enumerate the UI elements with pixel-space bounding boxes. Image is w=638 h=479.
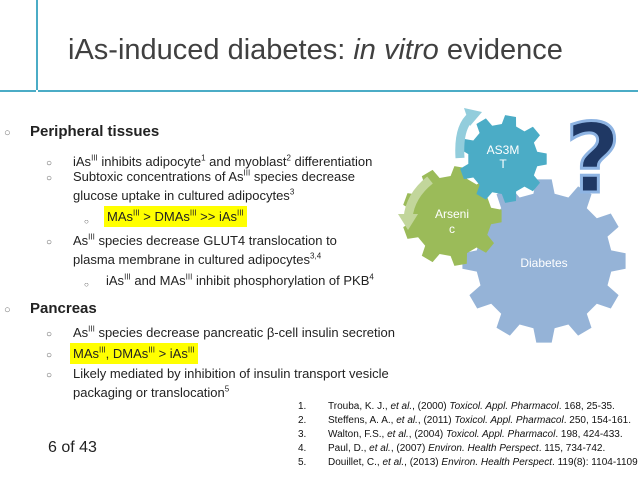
title-bar xyxy=(36,0,638,90)
bullet-icon: ○ xyxy=(46,158,53,169)
bullet-icon: ○ xyxy=(46,173,53,184)
page-number: 6 of 43 xyxy=(48,439,97,456)
title-rule-left xyxy=(0,90,36,92)
bullet-icon: ○ xyxy=(46,370,53,381)
title-accent-line xyxy=(36,0,38,90)
arsenic-label-2: c xyxy=(449,222,455,236)
bullet-icon: ○ xyxy=(46,329,53,340)
arsenic-label-1: Arseni xyxy=(434,207,470,221)
slide-title: iAs-induced diabetes: in vitro evidence xyxy=(68,34,563,66)
bullet-icon: ○ xyxy=(4,127,11,139)
highlighted-text: MAs$^{III}$ > DMAs$^{III}$ >> iAs$^{III}$ xyxy=(104,206,247,227)
bullet-icon: ○ xyxy=(46,237,53,248)
peripheral-heading: Peripheral tissues xyxy=(30,123,160,140)
as3mt-label-1: AS3M xyxy=(486,143,520,157)
bullet-icon: ○ xyxy=(84,280,89,289)
pancreas-heading: Pancreas xyxy=(30,300,97,317)
question-mark-icon: ? xyxy=(565,103,621,215)
bullet-icon: ○ xyxy=(46,350,53,361)
title-rule-right xyxy=(38,90,638,92)
gears-graphic xyxy=(360,96,638,346)
as3mt-label-2: T xyxy=(499,157,507,171)
bullet-icon: ○ xyxy=(84,217,89,226)
bullet-icon: ○ xyxy=(4,304,11,316)
diabetes-label: Diabetes xyxy=(520,256,568,270)
highlighted-text: MAs$^{III}$, DMAs$^{III}$ > iAs$^{III}$ xyxy=(70,343,198,364)
